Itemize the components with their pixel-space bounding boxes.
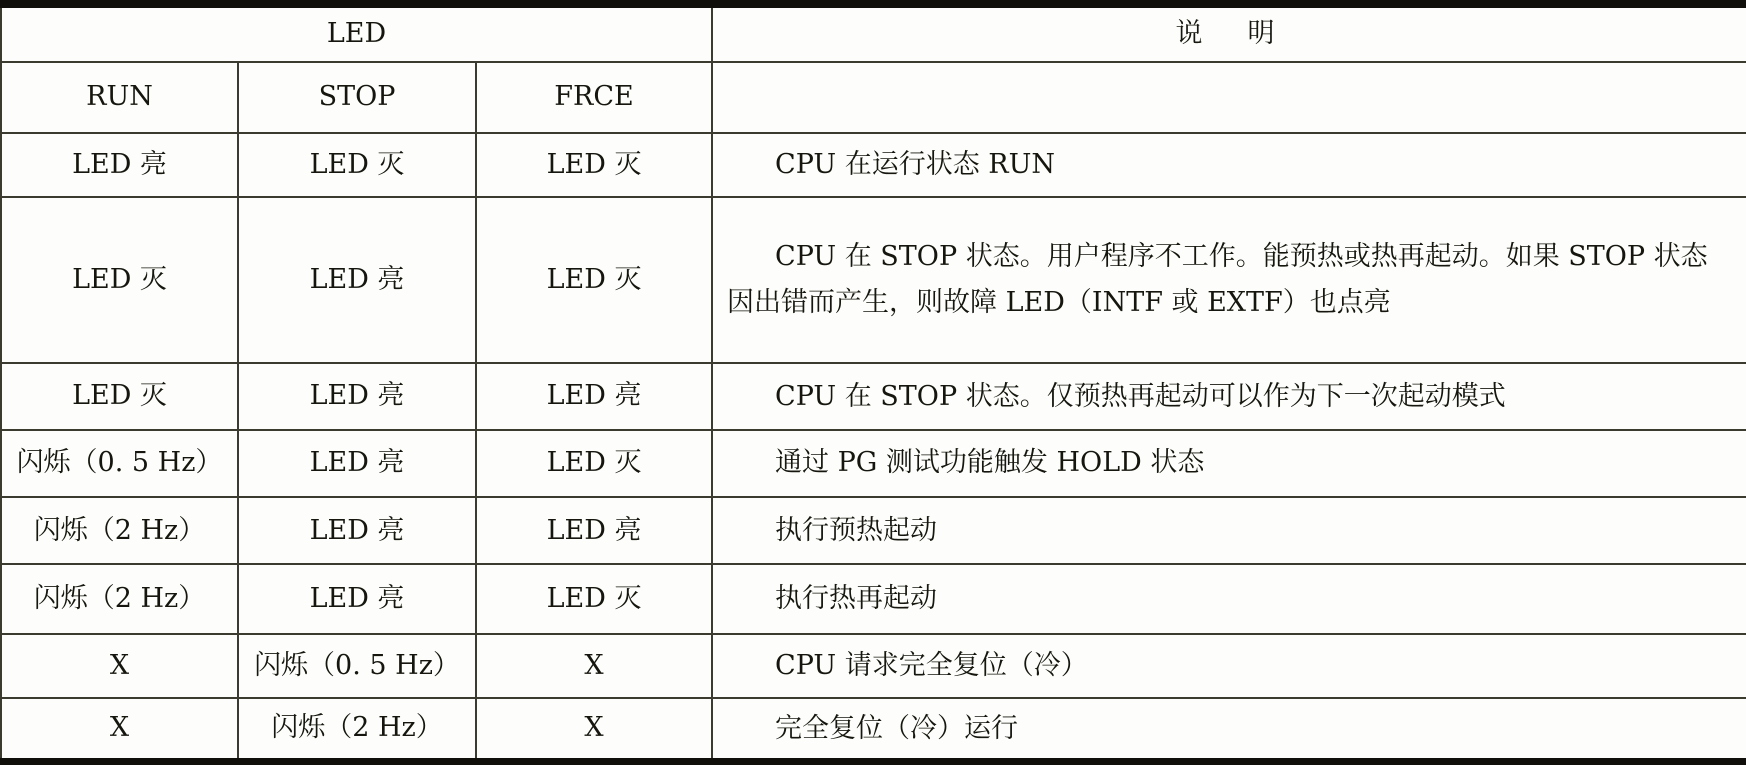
run-cell: X [1, 634, 238, 698]
stop-cell: LED 灭 [238, 133, 476, 197]
description-cell: 执行热再起动 [712, 564, 1746, 633]
table-row [1, 363, 1746, 429]
description-cell: 通过 PG 测试功能触发 HOLD 状态 [712, 430, 1746, 497]
stop-column-header-cell: STOP [238, 62, 476, 132]
run-cell: X [1, 698, 238, 761]
led-group-header-cell: LED [1, 4, 712, 62]
table-row [1, 564, 1746, 633]
frce-cell: LED 亮 [476, 363, 712, 429]
frce-column-header-cell: FRCE [476, 62, 712, 132]
table-row [1, 634, 1746, 698]
stop-cell: LED 亮 [238, 363, 476, 429]
table-row [1, 698, 1746, 761]
description-cell: 执行预热起动 [712, 497, 1746, 564]
stop-cell: LED 亮 [238, 564, 476, 633]
description-cell: CPU 请求完全复位（冷） [712, 634, 1746, 698]
run-cell: LED 亮 [1, 133, 238, 197]
description-cell: CPU 在 STOP 状态。仅预热再起动可以作为下一次起动模式 [712, 363, 1746, 429]
table-row [1, 133, 1746, 197]
frce-cell: X [476, 634, 712, 698]
stop-cell: LED 亮 [238, 497, 476, 564]
table-row [1, 497, 1746, 564]
frce-cell: LED 灭 [476, 197, 712, 363]
description-header-cell: 说 明 [712, 4, 1746, 62]
stop-cell: 闪烁（2 Hz） [238, 698, 476, 761]
header-row-subcolumns [1, 62, 1746, 132]
header-row-group [1, 4, 1746, 62]
run-cell: LED 灭 [1, 363, 238, 429]
table-row [1, 197, 1746, 363]
frce-cell: LED 灭 [476, 133, 712, 197]
frce-cell: LED 亮 [476, 497, 712, 564]
stop-cell: 闪烁（0. 5 Hz） [238, 634, 476, 698]
frce-cell: LED 灭 [476, 430, 712, 497]
frce-cell: X [476, 698, 712, 761]
run-column-header-cell: RUN [1, 62, 238, 132]
table-row [1, 430, 1746, 497]
run-cell: LED 灭 [1, 197, 238, 363]
run-cell: 闪烁（2 Hz） [1, 564, 238, 633]
stop-cell: LED 亮 [238, 430, 476, 497]
stop-cell: LED 亮 [238, 197, 476, 363]
frce-cell: LED 灭 [476, 564, 712, 633]
description-cell: CPU 在运行状态 RUN [712, 133, 1746, 197]
description-cell: 完全复位（冷）运行 [712, 698, 1746, 761]
run-cell: 闪烁（2 Hz） [1, 497, 238, 564]
description-cell: CPU 在 STOP 状态。用户程序不工作。能预热或热再起动。如果 STOP 状态因出错而产生，则故障 LED（INTF 或 EXTF）也点亮 [712, 197, 1746, 363]
run-cell: 闪烁（0. 5 Hz） [1, 430, 238, 497]
description-header-empty-cell [712, 62, 1746, 132]
